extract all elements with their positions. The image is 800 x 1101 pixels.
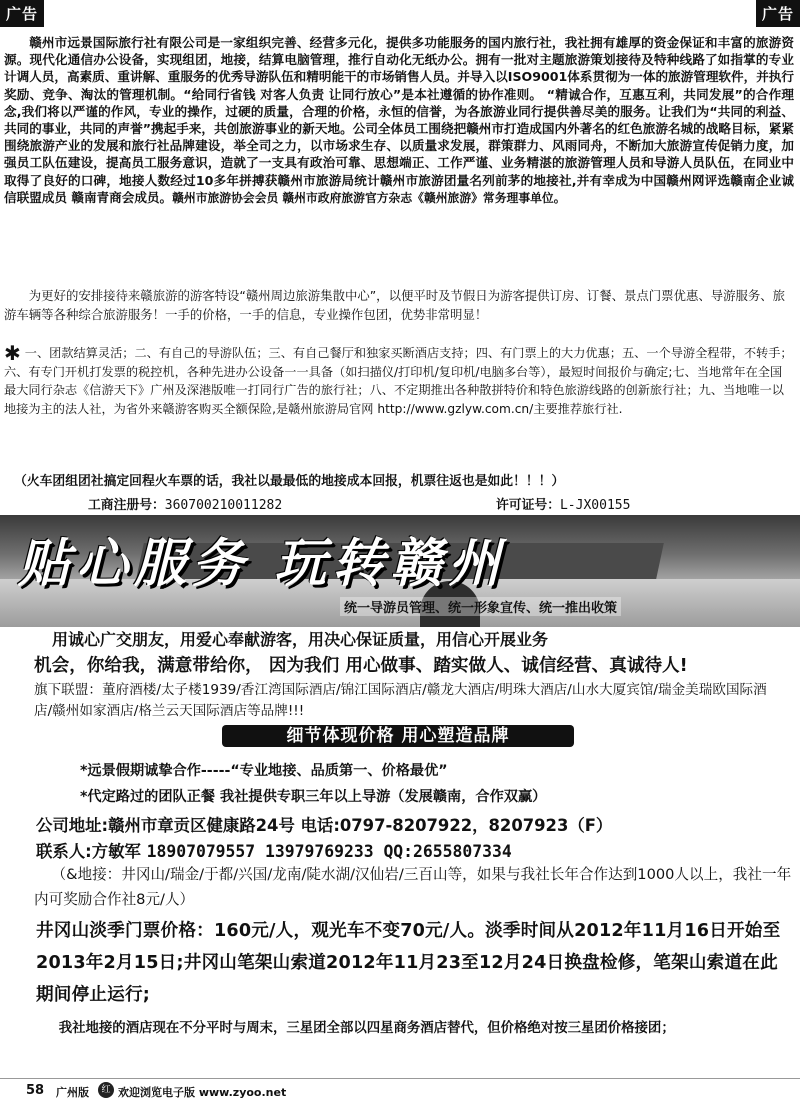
company-address: 公司地址:赣州市章贡区健康路24号 电话:0797-8207922，8207923（F）	[36, 816, 613, 835]
slogan-line-2: 机会，你给我，满意带给你， 因为我们 用心做事、踏实做人、诚信经营、真诚待人!	[34, 656, 688, 676]
meal-guide-note: *代定路过的团队正餐 我社提供专职三年以上导游（发展赣南，合作双赢）	[80, 789, 547, 805]
hotel-notice: 我社地接的酒店现在不分平时与周末，三星团全部以四星商务酒店替代，但价格绝对按三星团价格接团；	[58, 1021, 675, 1036]
business-registration	[88, 494, 282, 513]
business-registration-label: 工商注册号：	[88, 498, 165, 513]
business-registration-value: 360700210011282	[164, 498, 283, 513]
features-paragraph	[4, 341, 794, 418]
slogan-banner	[0, 515, 800, 627]
page-number: 58	[26, 1083, 45, 1098]
intro-tail: 赣州市旅游协会会员 赣州市政府旅游官方杂志《赣州旅游》常务理事单位。	[172, 190, 566, 205]
train-ticket-note: （火车团组团社搞定回程火车票的话，我社以最最低的地接成本回报，机票往返也是如此！！！）	[14, 474, 565, 489]
destinations-paragraph: （&地接：井冈山/瑞金/于都/兴国/龙南/陡水湖/汉仙岩/三百山等，如果与我社长年合作达到1000人以上，我社一年内可奖励合作社8元/人）	[34, 866, 792, 908]
cooperation-note: *远景假期诚挚合作-----“专业地接、品质第一、价格最优”	[80, 763, 448, 779]
asterisk-icon: ✱	[4, 341, 21, 365]
permit-value: L-JX00155	[559, 498, 631, 513]
contact-label: 联系人:方敏军	[36, 842, 147, 861]
brand-banner: 细节体现价格 用心塑造品牌	[222, 725, 574, 747]
permit-label: 许可证号：	[496, 498, 560, 513]
features-text: 一、团款结算灵活；二、有自己的导游队伍；三、有自己餐厅和独家买断酒店支持；四、有门票上的大力优惠；五、一个导游全程带，不转手；六、有专门开机打发票的税控机，各种先进办公设备一一具备（如扫描仪/打印机/复印机/电脑多台等），最短时间报价与确定;七、当地常年在全国最大同行杂志《信游天下》广州及深港版唯一打同行广告的旅行社；八、不定期推出各种散拼特价和特色旅游线路的创新旅行社；九、当地唯一以地接为主的法人社，为省外来赣游客购买全额保险,是赣州旅游局官网 http://www.gzlyw.com.cn/主要推荐旅行社.	[4, 346, 793, 416]
magazine-logo-icon: 红	[98, 1082, 114, 1098]
edition-label: 广州版	[56, 1086, 89, 1099]
jinggangshan-notice: 井冈山淡季门票价格：160元/人，观光车不变70元/人。淡季时间从2012年11月16日开始至2013年2月15日;井冈山笔架山索道2012年11月23至12月24日换盘检修，笔架山索道在此期间停止运行;	[36, 921, 781, 1005]
service-center-paragraph: 为更好的安排接待来赣旅游的游客特设“赣州周边旅游集散中心”，以便平时及节假日为游客提供订房、订餐、景点门票优惠、导游服务、旅游车辆等各种综合旅游服务！一手的价格，一手的信息，专业操作包团，优势非常明显！	[4, 288, 786, 322]
page-footer	[0, 1078, 800, 1101]
banner-subtitle: 统一导游员管理、统一形象宣传、统一推出收策	[340, 597, 621, 616]
hotel-alliance: 旗下联盟：董府酒楼/太子楼1939/香江湾国际酒店/锦江国际酒店/赣龙大酒店/明珠大酒店/山水大厦宾馆/瑞金美瑞欧国际酒店/赣州如家酒店/格兰云天国际酒店等品牌!!!	[34, 682, 767, 719]
contact-person	[36, 838, 512, 862]
website-link[interactable]: 欢迎浏览电子版 www.zyoo.net	[118, 1086, 287, 1099]
contact-phones: 18907079557 13979769233 QQ:2655807334	[146, 842, 512, 861]
ad-tag-right: 广告	[756, 0, 800, 27]
intro-main: 赣州市远景国际旅行社有限公司是一家组织完善、经营多元化，提供多功能服务的国内旅行社，我社拥有雄厚的资金保证和丰富的旅游资源。现代化通信办公设备，实现组团，地接，结算电脑管理，推行自动化无纸办公。拥有一批对主题旅游策划接待及特种线路了如指掌的专业计调人员，高素质、重讲解、重服务的优秀导游队伍和精明能干的市场销售人员。并导入以ISO9001体系贯彻为一体的旅游管理软件，并执行奖励、竞争、淘汰的管理机制。“给同行省钱 对客人负责 让同行放心”是本社遵循的协作准则。 “精诚合作，互惠互利，共同发展”的合作理念,我们将以严谨的作风，专业的操作，过硬的质量，合理的价格，永恒的信誉，为各旅游业同行提供善尽美的服务。让我们为“共同的利益、共同的事业，共同的声誉”携起手来，共创旅游事业的新天地。公司全体员工围绕把赣州市打造成国内外著名的红色旅游名城的战略目标，紧紧围绕旅游产业的发展和旅行社品牌建设，举全司之力，以市场求生存、以质量求发展，群策群力、风雨同舟，不断加大旅游宣传促销力度，加强员工队伍建设，提高员工服务意识，造就了一支具有政治可靠、思想端正、工作严谨、业务精湛的旅游管理人员和导游人员队伍，在同业中取得了良好的口碑，地接人数经过10多年拼搏获赣州市旅游局统计赣州市旅游团量名列前茅的地接社,并有幸成为中国赣州网评选赣南企业诚信联盟成员 赣南青商会成员。	[4, 35, 794, 205]
permit-number	[496, 494, 630, 513]
slogan-line-1: 用诚心广交朋友，用爱心奉献游客，用决心保证质量，用信心开展业务	[52, 630, 549, 649]
company-intro	[4, 34, 794, 207]
banner-slogan: 贴心服务 玩转赣州	[18, 533, 507, 594]
ad-tag-left: 广告	[0, 0, 44, 27]
